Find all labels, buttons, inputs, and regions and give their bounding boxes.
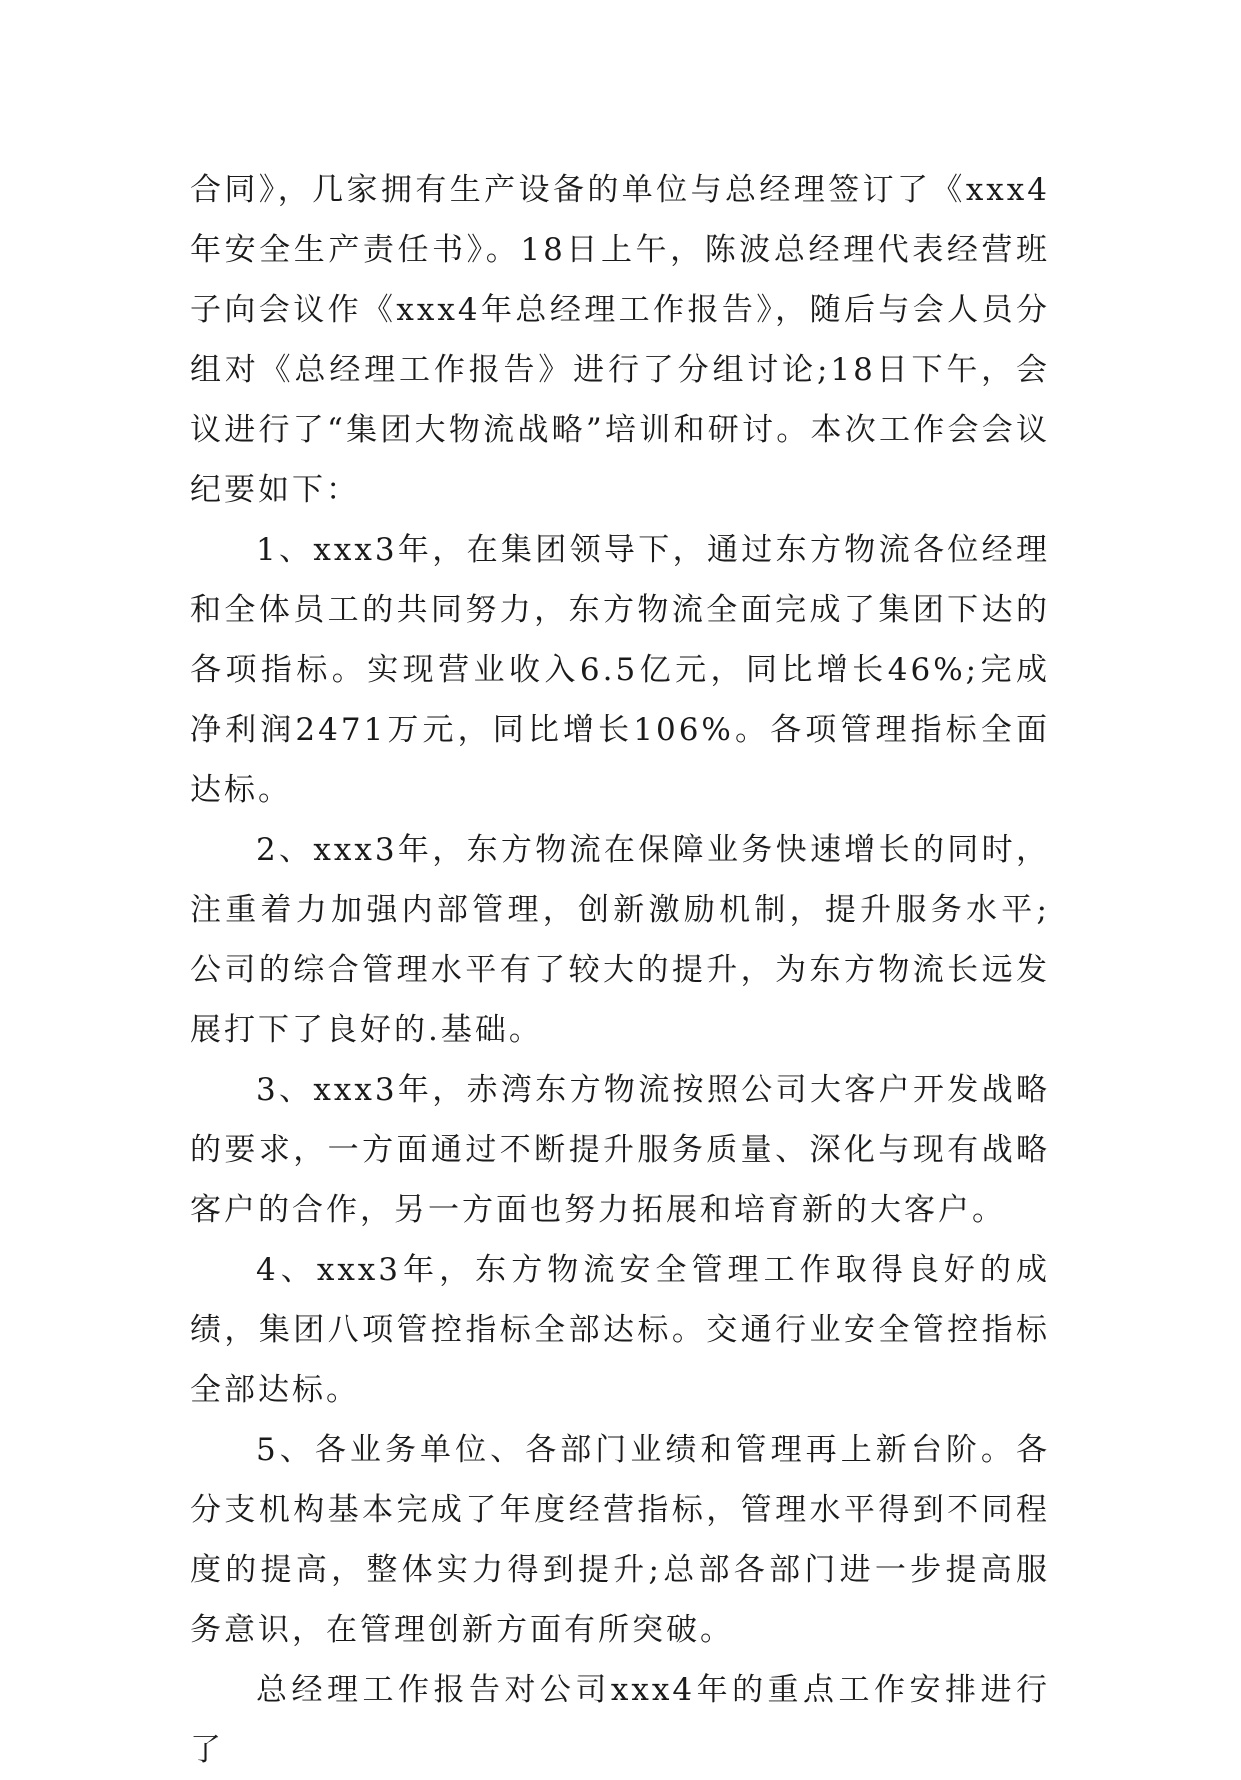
paragraph-intro: 合同》，几家拥有生产设备的单位与总经理签订了《xxx4年安全生产责任书》。18日上午，陈波总经理代表经营班子向会议作《xxx4年总经理工作报告》，随后与会人员分组对《总经理工作报告》进行了分组讨论;18日下午，会议进行了“集团大物流战略”培训和研讨。本次工作会会议纪要如下： — [190, 172, 1050, 508]
document-body — [190, 160, 1050, 1780]
paragraph-item-3: 3、xxx3年，赤湾东方物流按照公司大客户开发战略的要求，一方面通过不断提升服务质量、深化与现有战略客户的合作，另一方面也努力拓展和培育新的大客户。 — [190, 1072, 1050, 1228]
paragraph-item-5: 5、各业务单位、各部门业绩和管理再上新台阶。各分支机构基本完成了年度经营指标，管理水平得到不同程度的提高，整体实力得到提升;总部各部门进一步提高服务意识，在管理创新方面有所突破。 — [190, 1432, 1050, 1648]
paragraph-item-2: 2、xxx3年，东方物流在保障业务快速增长的同时，注重着力加强内部管理，创新激励机制，提升服务水平;公司的综合管理水平有了较大的提升，为东方物流长远发展打下了良好的.基础。 — [190, 832, 1050, 1048]
paragraph-closing: 总经理工作报告对公司xxx4年的重点工作安排进行了 — [190, 1672, 1050, 1768]
paragraph-item-1: 1、xxx3年，在集团领导下，通过东方物流各位经理和全体员工的共同努力，东方物流全面完成了集团下达的各项指标。实现营业收入6.5亿元，同比增长46%;完成净利润2471万元，同比增长106%。各项管理指标全面达标。 — [190, 532, 1050, 808]
paragraph-item-4: 4、xxx3年，东方物流安全管理工作取得良好的成绩，集团八项管控指标全部达标。交通行业安全管控指标全部达标。 — [190, 1252, 1050, 1408]
